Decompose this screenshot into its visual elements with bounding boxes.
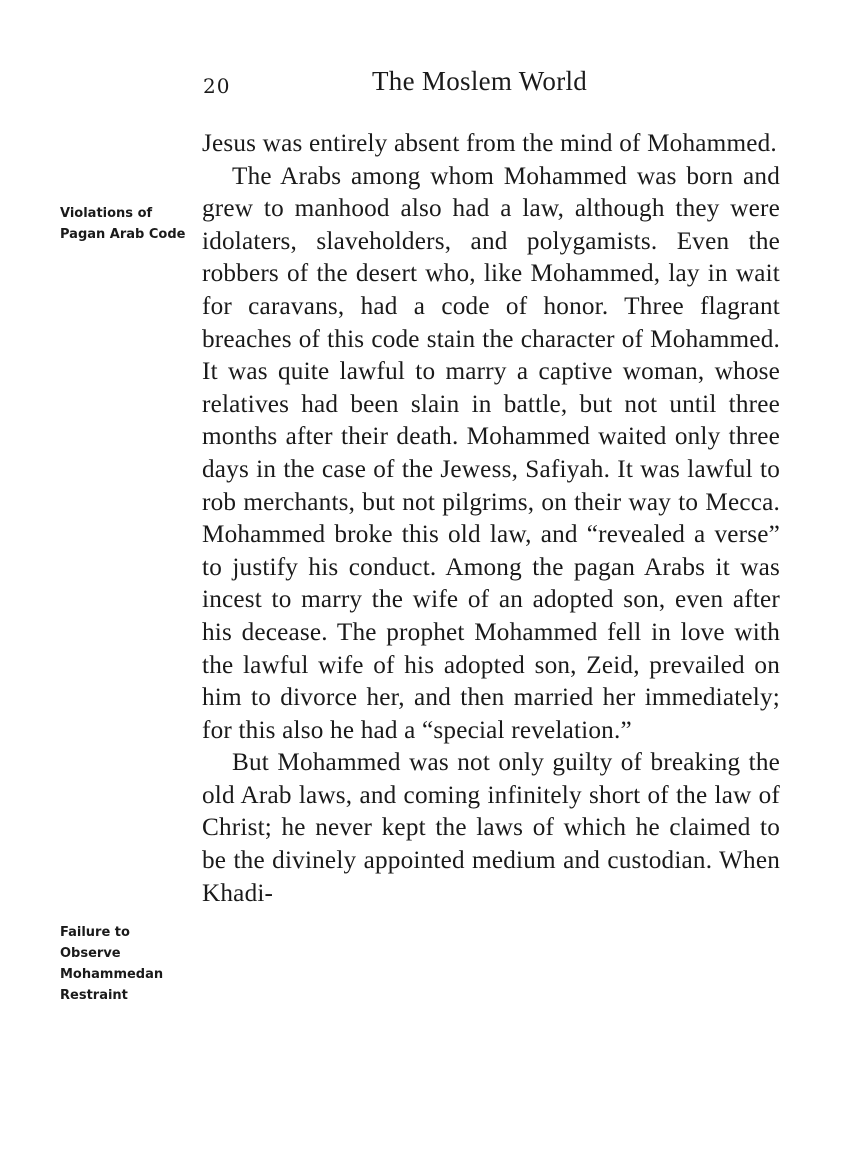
paragraph: Jesus was entirely absent from the mind of Mohammed. <box>202 130 777 157</box>
body-text <box>202 128 780 910</box>
sidenote-violations: Violations of Pagan Arab Code <box>60 206 186 242</box>
paragraph: But Mohammed was not only guilty of breaking the old Arab laws, and coming infinitely short of the law of Christ; he never kept the laws of which he claimed to be the divinely appointed medium and custodian. When Khadi- <box>202 749 780 907</box>
sidenote-failure: Failure to Observe Mohammedan Restraint <box>60 925 164 1003</box>
page-number: 20 <box>203 74 231 98</box>
running-title: The Moslem World <box>372 66 588 96</box>
paragraph: The Arabs among whom Mohammed was born and grew to manhood also had a law, although they were idolaters, slaveholders, and polygamists. Even the robbers of the desert who, like Mohammed, lay in wait for caravans, had a code of honor. Three flagrant breaches of this code stain the character of Mohammed. It was quite lawful to marry a captive woman, whose relatives had been slain in battle, but not until three months after their death. Mohammed waited only three days in the case of the Jewess, Safiyah. It was lawful to rob merchants, but not pilgrims, on their way to Mecca. Mohammed broke this old law, and “revealed a verse” to justify his conduct. Among the pagan Arabs it was incest to marry the wife of an adopted son, even after his decease. The prophet Mohammed fell in love with the lawful wife of his adopted son, Zeid, prevailed on him to divorce her, and then married her immediately; for this also he had a “special revelation.” <box>202 162 780 744</box>
